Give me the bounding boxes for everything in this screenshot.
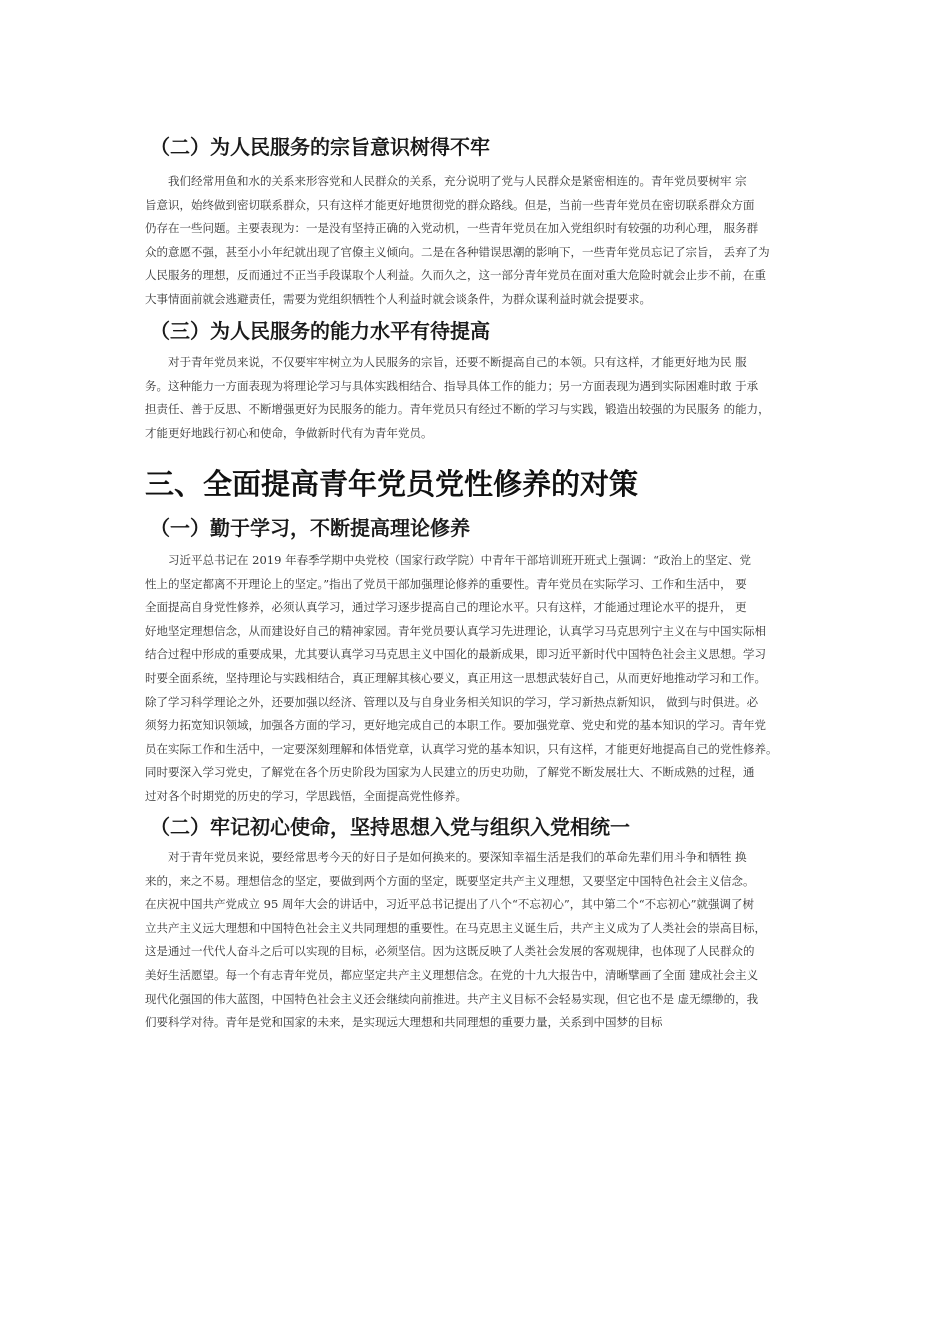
paragraph-study-theory <box>145 549 821 809</box>
chapter-heading-3: 三、全面提高青年党员党性修养的对策 <box>145 467 639 501</box>
text-line: 立共产主义远大理想和中国特色社会主义共同理想的重要性。在马克思主义诞生后，共产主义成为了人类社会的崇高目标， <box>145 920 766 935</box>
text-line: 这是通过一代代人奋斗之后可以实现的目标，必须坚信。因为这既反映了人类社会发展的客观规律，也体现了人民群众的 <box>145 944 755 959</box>
section-heading-3-2: （二）牢记初心使命，坚持思想入党与组织入党相统一 <box>150 815 630 839</box>
text-line: 好地坚定理想信念，从而建设好自己的精神家园。青年党员要认真学习先进理论，认真学习马克思列宁主义在与中国实际相 <box>145 623 766 638</box>
text-line: 担责任、善于反思、不断增强更好为民服务的能力。青年党员只有经过不断的学习与实践，锻造出较强的为民服务 的能力， <box>145 402 770 417</box>
text-line: 大事情面前就会逃避责任，需要为党组织牺牲个人利益时就会谈条件，为群众谋利益时就会提要求。 <box>145 291 651 306</box>
text-line: 除了学习科学理论之外，还要加强以经济、管理以及与自身业务相关知识的学习，学习新热点新知识， 做到与时俱进。必 <box>145 694 759 709</box>
text-line: 全面提高自身党性修养，必须认真学习，通过学习逐步提高自己的理论水平。只有这样，才能通过理论水平的提升， 更 <box>145 600 747 615</box>
text-line: 结合过程中形成的重要成果，尤其要认真学习马克思主义中国化的最新成果，即习近平新时代中国特色社会主义思想。学习 <box>145 647 766 662</box>
text-line: 现代化强国的伟大蓝图，中国特色社会主义还会继续向前推进。共产主义目标不会轻易实现，但它也不是 虚无缥缈的，我 <box>145 991 759 1006</box>
text-line: 时要全面系统，坚持理论与实践相结合，真正理解其核心要义，真正用这一思想武装好自己，从而更好地推动学习和工作。 <box>145 670 766 685</box>
text-line: 须努力拓宽知识领域，加强各方面的学习，更好地完成自己的本职工作。要加强党章、党史和党的基本知识的学习。青年党 <box>145 718 766 733</box>
text-line: 性上的坚定都离不开理论上的坚定。”指出了党员干部加强理论修养的重要性。青年党员在实际学习、工作和生活中， 要 <box>145 576 747 591</box>
text-line: 员在实际工作和生活中，一定要深刻理解和体悟党章，认真学习党的基本知识，只有这样，才能更好地提高自己的党性修养。 <box>145 741 778 756</box>
text-line: 同时要深入学习党史，了解党在各个历史阶段为国家为人民建立的历史功勋，了解党不断发展壮大、不断成熟的过程，通 <box>145 765 755 780</box>
text-line: 对于青年党员来说，要经常思考今天的好日子是如何换来的。要深知幸福生活是我们的革命先辈们用斗争和牺牲 换 <box>145 850 747 864</box>
text-line: 习近平总书记在 2019 年春季学期中央党校（国家行政学院）中青年干部培训班开班式上强调：“政治上的坚定、党 <box>145 553 751 567</box>
text-line: 众的意愿不强，甚至小小年纪就出现了官僚主义倾向。二是在各种错误思潮的影响下，一些青年党员忘记了宗旨， 丢弃了为 <box>145 244 770 259</box>
section-heading-2-3: （三）为人民服务的能力水平有待提高 <box>150 319 490 343</box>
paragraph-purpose-awareness <box>145 170 821 312</box>
section-heading-3-1: （一）勤于学习，不断提高理论修养 <box>150 516 470 540</box>
text-line: 我们经常用鱼和水的关系来形容党和人民群众的关系，充分说明了党与人民群众是紧密相连的。青年党员要树牢 宗 <box>145 174 747 188</box>
text-line: 来的，来之不易。理想信念的坚定，要做到两个方面的坚定，既要坚定共产主义理想，又要坚定中国特色社会主义信念。 <box>145 873 755 888</box>
text-line: 对于青年党员来说，不仅要牢牢树立为人民服务的宗旨，还要不断提高自己的本领。只有这样，才能更好地为民 服 <box>145 355 747 369</box>
text-line: 旨意识，始终做到密切联系群众，只有这样才能更好地贯彻党的群众路线。但是，当前一些青年党员在密切联系群众方面 <box>145 197 755 212</box>
text-line: 们要科学对待。青年是党和国家的未来，是实现远大理想和共同理想的重要力量，关系到中国梦的目标 <box>145 1015 663 1030</box>
text-line: 美好生活愿望。每一个有志青年党员，都应坚定共产主义理想信念。在党的十九大报告中，清晰擘画了全面 建成社会主义 <box>145 967 759 982</box>
text-line: 务。这种能力一方面表现为将理论学习与具体实践相结合、指导具体工作的能力；另一方面表现为遇到实际困难时敢 于承 <box>145 378 759 393</box>
text-line: 才能更好地践行初心和使命，争做新时代有为青年党员。 <box>145 425 433 440</box>
paragraph-original-mission <box>145 846 821 1035</box>
text-line: 过对各个时期党的历史的学习，学思践悟，全面提高党性修养。 <box>145 788 467 803</box>
text-line: 人民服务的理想，反而通过不正当手段谋取个人利益。久而久之，这一部分青年党员在面对重大危险时就会止步不前，在重 <box>145 268 766 283</box>
text-line: 在庆祝中国共产党成立 95 周年大会的讲话中，习近平总书记提出了八个“不忘初心”，其中第二个“不忘初心”就强调了树 <box>145 897 754 912</box>
section-heading-2-2: （二）为人民服务的宗旨意识树得不牢 <box>150 135 490 159</box>
text-line: 仍存在一些问题。主要表现为：一是没有坚持正确的入党动机，一些青年党员在加入党组织时有较强的功利心理， 服务群 <box>145 221 759 236</box>
paragraph-service-ability <box>145 351 821 445</box>
